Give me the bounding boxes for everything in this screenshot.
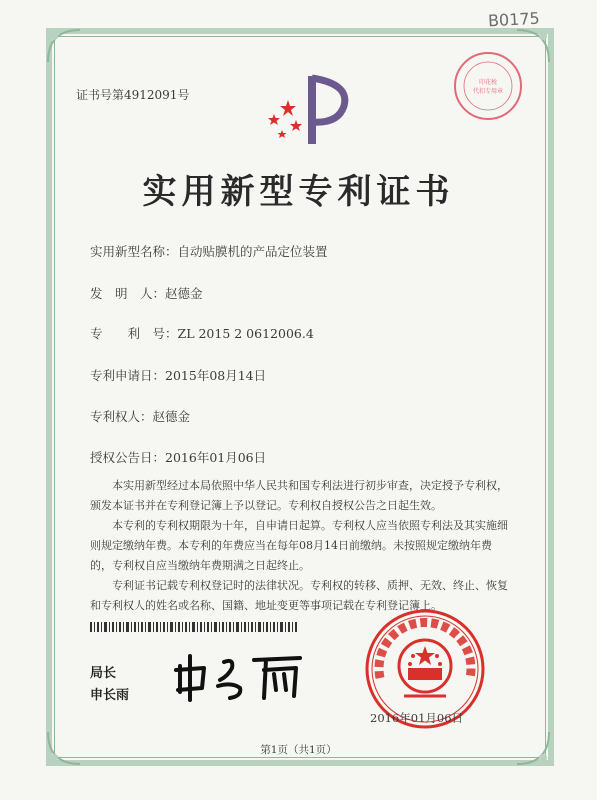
filing-date-row — [90, 366, 266, 384]
barcode — [90, 622, 300, 632]
field-label: 专利申请日： — [90, 368, 166, 383]
field-value: 2016年01月06日 — [165, 450, 267, 465]
issue-date: 2016年01月06日 — [370, 711, 464, 725]
page-title: 实用新型专利证书 — [142, 172, 455, 212]
director-title: 局长 — [90, 666, 117, 681]
body-paragraph: 本实用新型经过本局依照中华人民共和国专利法进行初步审查，决定授予专利权，颁发本证书并在专利登记簿上予以登记。专利权自授权公告之日起生效。 — [90, 479, 508, 512]
field-label: 实用新型名称： — [90, 244, 178, 259]
certificate-number: 证书号第4912091号 — [76, 88, 190, 102]
director-name: 申长雨 — [90, 688, 130, 703]
field-value: 赵德金 — [152, 409, 191, 424]
publication-date-row — [90, 448, 266, 466]
field-value: 赵德金 — [165, 286, 203, 301]
body-paragraph: 本专利的专利权期限为十年，自申请日起算。专利权人应当依照专利法及其实施细则规定缴纳年费。本专利的年费应当在每年08月14日前缴纳。未按照规定缴纳年费的，专利权自应当缴纳年费期满之日起终止。 — [90, 519, 508, 572]
svg-text:印花税: 印花税 — [478, 79, 498, 86]
inventor-row — [90, 284, 203, 302]
utility-model-name-row — [90, 242, 328, 260]
field-label: 专 利 号： — [90, 326, 178, 341]
field-value: ZL 2015 2 0612006.4 — [177, 326, 314, 341]
page-number: 第1页（共1页） — [260, 744, 337, 756]
sipo-logo-icon — [260, 70, 352, 150]
agent-stamp — [452, 50, 524, 122]
handwritten-note: B0175 — [487, 8, 541, 31]
certificate-body — [90, 476, 510, 616]
body-paragraph: 专利证书记载专利权登记时的法律状况。专利权的转移、质押、无效、终止、恢复和专利权人的姓名或名称、国籍、地址变更等事项记载在专利登记簿上。 — [90, 579, 508, 612]
svg-text:代扣专用章: 代扣专用章 — [472, 88, 504, 95]
field-value: 自动贴膜机的产品定位装置 — [177, 244, 328, 259]
field-label: 授权公告日： — [90, 450, 166, 465]
director-signature — [170, 652, 310, 702]
field-value: 2015年08月14日 — [165, 368, 267, 383]
field-label: 专利权人： — [90, 409, 153, 424]
patentee-row — [90, 407, 190, 425]
field-label: 发 明 人： — [90, 286, 166, 301]
patent-number-row — [90, 324, 314, 342]
corner-ornament-icon — [44, 26, 84, 66]
